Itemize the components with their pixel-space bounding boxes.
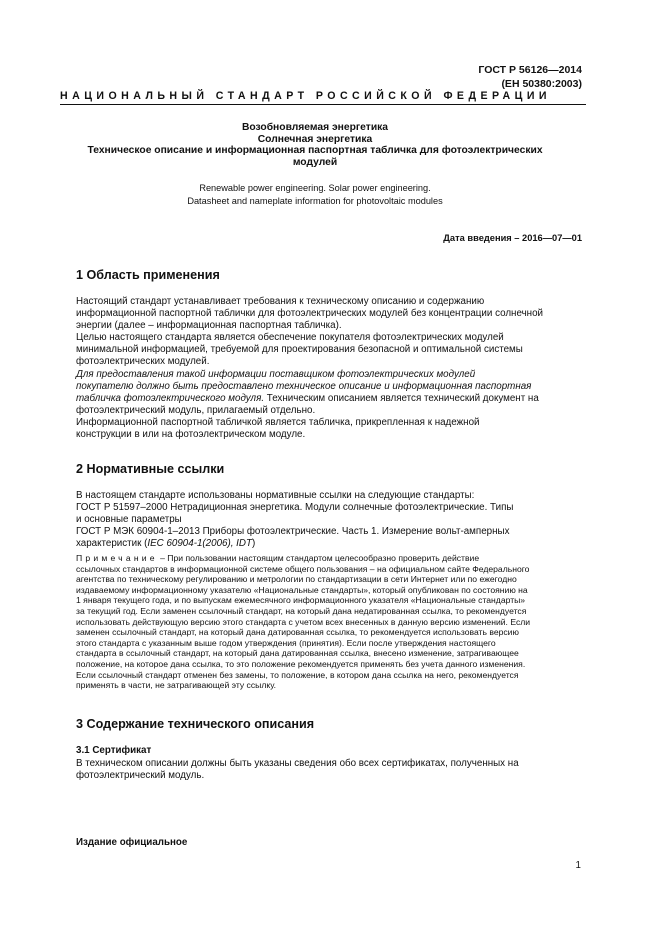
header-rule [60,104,586,105]
line-text: Целью настоящего стандарта является обеспечение покупателя фотоэлектрических модулей [76,332,504,344]
note-label: Примечание [76,553,158,563]
section-2-body [76,490,582,550]
line-text: В настоящем стандарте использованы нормативные ссылки на следующие стандарты: [76,490,475,501]
line-text: фотоэлектрический модуль, прилагаемый отдельно. [76,404,316,416]
standard-banner: НАЦИОНАЛЬНЫЙ СТАНДАРТ РОССИЙСКОЙ ФЕДЕРАЦИИ [60,90,551,102]
section-1-body [76,296,582,441]
line-text: минимальной информацией, требуемой для проектирования безопасной и оптимальной системы [76,344,523,356]
subsection-3-1-heading: 3.1 Сертификат [76,745,152,756]
reference-line: характеристик ( [76,538,148,550]
document-title [60,122,570,168]
line-text: Настоящий стандарт устанавливает требования к техническому описанию и содержанию [76,296,485,307]
note-line: Если ссылочный стандарт отменен без замены, то положение, в котором дана ссылка на него, рекомендуется [76,669,519,680]
standard-equivalent: (ЕН 50380:2003) [501,78,582,90]
reference-line: ) [251,538,256,550]
line-text: Для предоставления такой информации поставщиком фотоэлектрических модулей [76,368,476,380]
introduction-date: Дата введения – 2016—07—01 [443,233,582,243]
reference-line: IEC 60904-1(2006), IDT [147,538,252,550]
reference-line: и основные параметры [76,514,182,526]
line-text: покупателю должно быть предоставлено техническое описание и информационная паспортная [76,380,532,392]
line-text: информационной паспортной таблички для фотоэлектрических модулей без концентрации солнечной [76,308,544,320]
reference-line: ГОСТ Р МЭК 60904-1–2013 Приборы фотоэлектрические. Часть 1. Измерение вольт-амперных [76,526,510,538]
note-line: положение, на которое дана ссылка, то это положение рекомендуется применять без учета данного изменения. [76,658,526,669]
note-line: за текущий год. Если заменен ссылочный стандарт, на который дана недатированная ссылка, то рекомендуется [76,605,527,616]
paragraph [76,369,582,417]
reference-line: ГОСТ Р 51597–2000 Нетрадиционная энергетика. Модули солнечные фотоэлектрические. Типы [76,502,514,514]
note-line: 1 января текущего года, и по выпускам ежемесячного информационного указателя «Национальные стандарты» [76,595,526,606]
section-2-heading: 2 Нормативные ссылки [76,462,225,476]
standard-code [478,63,582,91]
title-line: Техническое описание и информационная паспортная табличка для фотоэлектрических [87,145,543,157]
standard-number: ГОСТ Р 56126—2014 [478,64,582,76]
note-line: этого стандарта с указанным выше годом утверждения (принятия). Если после утверждения настоящего [76,637,496,648]
line-text: фотоэлектрический модуль. [76,770,205,782]
note-line: ссылочных стандартов в информационной системе общего пользования – на официальном сайте Федерального [76,563,530,574]
section-3-body [76,758,582,782]
paragraph [76,332,582,368]
page-number: 1 [575,860,581,871]
note-line: применять в части, не затрагивающей эту ссылку. [76,680,277,691]
section-1-heading: 1 Область применения [76,268,220,282]
line-text: В техническом описании должны быть указаны сведения обо всех сертификатах, полученных на [76,758,519,769]
note-line: стандарта в ссылочный стандарт, на который дана датированная ссылка, внесено изменение, затрагивающее [76,648,519,659]
note-line: – При пользовании настоящим стандартом целесообразно проверить действие [157,553,480,563]
line-text: фотоэлектрических модулей. [76,356,210,368]
note-line: использовать действующую версию этого стандарта с учетом всех внесенных в данную версию изменений. Если [76,616,531,627]
official-edition-label: Издание официальное [76,837,188,848]
english-title [60,182,570,208]
title-line: Солнечная энергетика [257,133,373,145]
english-title-line: Renewable power engineering. Solar power engineering. [199,183,431,193]
line-text: Информационной паспортной табличкой является табличка, прикрепленная к надежной [76,416,480,428]
note-line: заменен ссылочный стандарт, на который дана датированная ссылка, то рекомендуется использовать версию [76,627,519,638]
line-text: табличка фотоэлектрического модуля. [76,392,265,404]
paragraph [76,296,582,332]
normative-note [76,553,582,691]
line-text: Техническим описанием является технический документ на [264,392,539,404]
section-3-heading: 3 Содержание технического описания [76,717,315,731]
line [76,296,582,308]
paragraph [76,417,582,441]
title-line: Возобновляемая энергетика [241,122,389,133]
line-text: конструкции в или на фотоэлектрическом модуле. [76,429,306,441]
english-title-line: Datasheet and nameplate information for photovoltaic modules [187,195,443,206]
note-line: агентства по техническому регулированию и метрологии по стандартизации в сети Интернет или по ежегодно [76,574,517,585]
line-text: энергии (далее – информационная паспортная табличка). [76,320,342,332]
note-line: издаваемому информационному указателю «Национальные стандарты», который опубликован по состоянию на [76,584,528,595]
title-line: модулей [292,156,338,168]
